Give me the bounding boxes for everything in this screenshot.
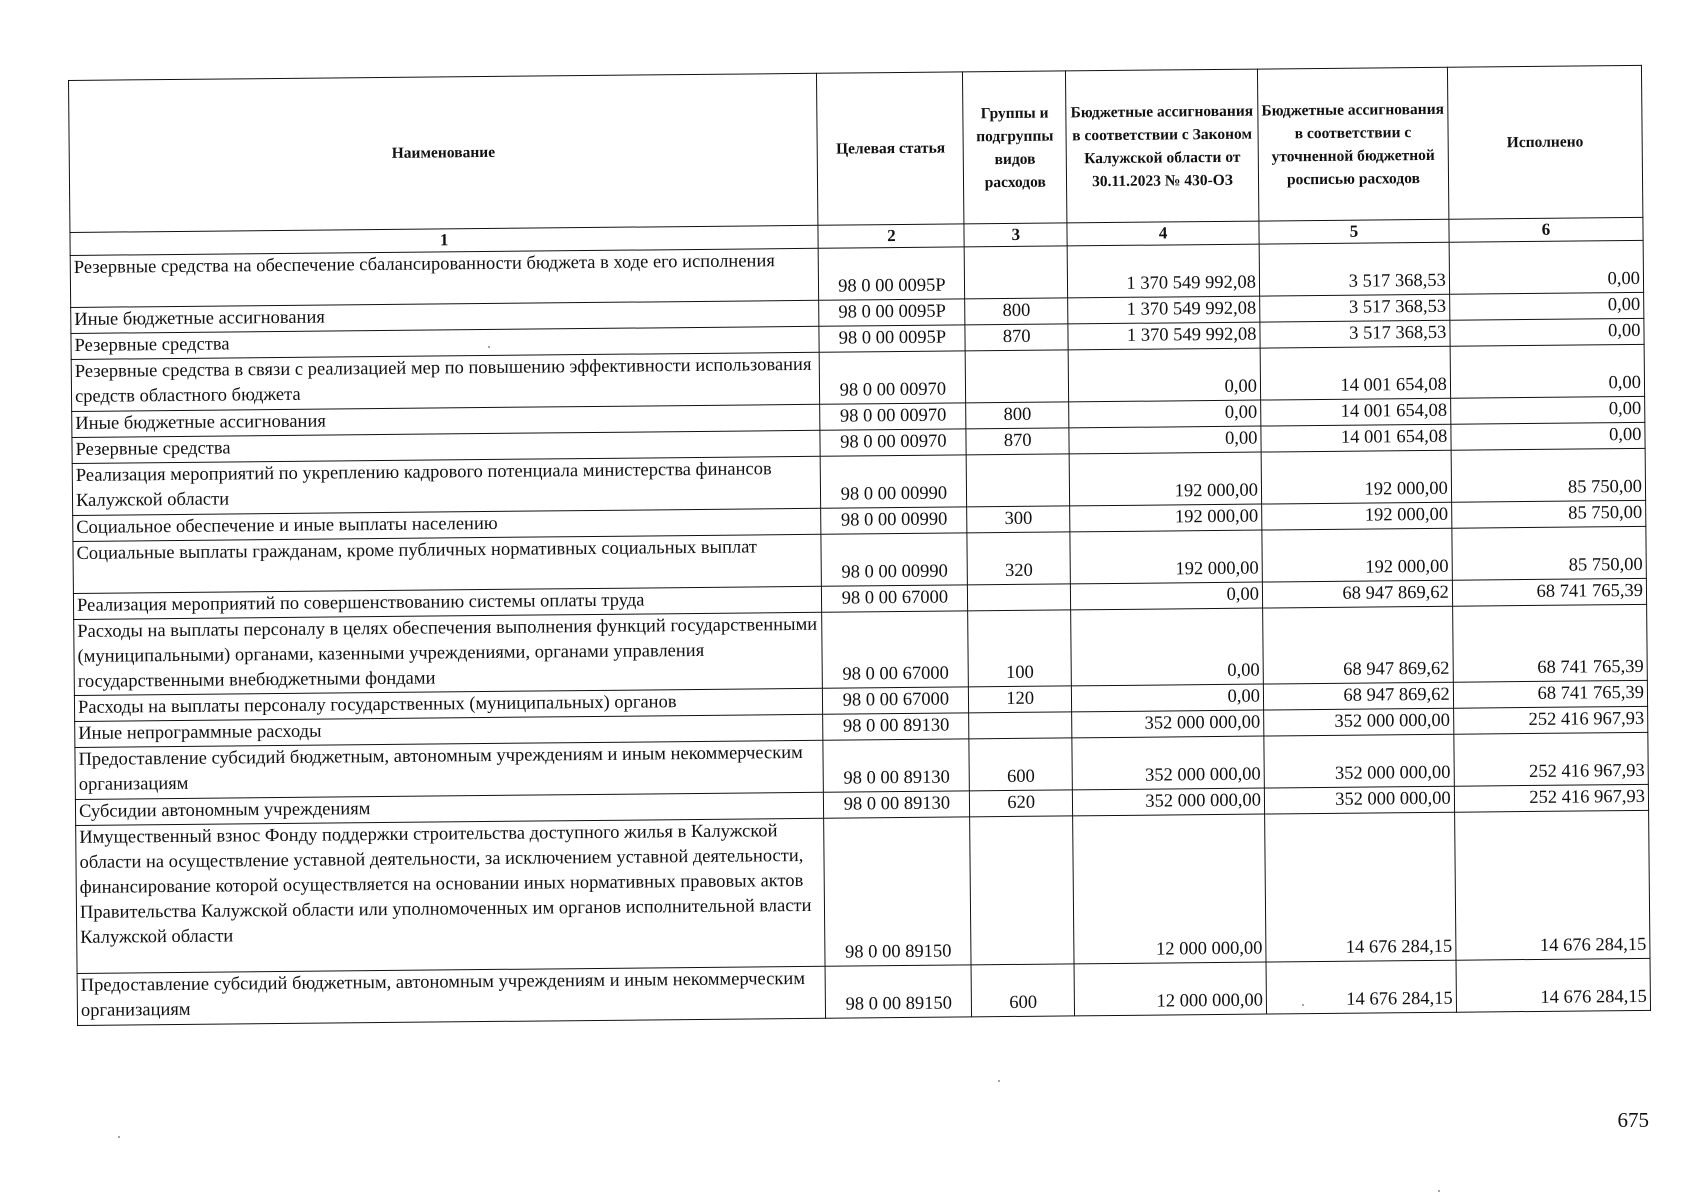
row-expense-group-cell: 870 [966,428,1069,455]
row-revised-allocation-cell: 3 517 368,53 [1260,320,1450,348]
row-target-article-cell: 98 0 00 00990 [821,533,968,586]
column-number: 6 [1449,217,1643,242]
row-target-article-cell: 98 0 00 67000 [822,585,968,612]
row-target-article-cell: 98 0 00 89150 [825,965,972,1018]
scan-speck [998,1080,1000,1082]
row-expense-group-cell: 600 [972,964,1075,1017]
header-target-article: Целевая статья [817,72,965,225]
row-revised-allocation-cell: 3 517 368,53 [1259,242,1449,296]
row-law-allocation-cell: 0,00 [1070,582,1262,610]
column-number: 1 [70,225,818,255]
row-name-cell: Предоставление субсидий бюджетным, автономным учреждениям и иным некоммерческим организациям [77,966,826,1025]
budget-table [68,65,1651,1026]
header-expense-groups: Группы и подгруппы видов расходов [963,71,1067,224]
row-revised-allocation-cell: 68 947 869,62 [1263,606,1454,684]
row-name-cell: Субсидии автономным учреждениям [75,792,824,825]
row-target-article-cell: 98 0 00 00970 [820,403,966,430]
row-executed-cell: 0,00 [1450,318,1644,346]
row-target-article-cell: 98 0 00 89150 [824,817,972,966]
row-name-cell: Расходы на выплаты персоналу в целях обеспечения выполнения функций государственными (муниципальными) органами, казенными учреждениями, органами управления государственными внебюджетными фондами [74,612,823,695]
row-target-article-cell: 98 0 00 00970 [820,429,966,456]
row-target-article-cell: 98 0 00 00970 [819,351,966,404]
page-number: 675 [1617,1108,1649,1132]
row-revised-allocation-cell: 192 000,00 [1261,450,1451,504]
row-executed-cell: 252 416 967,93 [1453,706,1647,734]
row-target-article-cell: 98 0 00 0095Р [819,325,965,352]
row-expense-group-cell [967,454,1070,507]
row-expense-group-cell [966,350,1069,403]
row-law-allocation-cell: 192 000,00 [1069,452,1261,506]
row-revised-allocation-cell: 352 000 000,00 [1264,708,1454,736]
row-law-allocation-cell: 1 370 549 992,08 [1068,322,1260,350]
row-name-cell: Имущественный взнос Фонду поддержки строительства доступного жилья в Калужской области на осуществление уставной деятельности, за исключением уставной деятельности, финансирование которой осуществляется на основании иных нормативных правовых актов Правительства Калужской области или уполномоченных им органов исполнительной власти Калужской области [76,818,826,973]
row-executed-cell: 0,00 [1450,396,1644,424]
row-law-allocation-cell: 0,00 [1068,348,1260,402]
row-law-allocation-cell: 192 000,00 [1070,504,1262,532]
header-row [69,65,1643,232]
row-expense-group-cell: 870 [965,324,1068,351]
row-revised-allocation-cell: 192 000,00 [1262,502,1452,530]
row-executed-cell: 68 741 765,39 [1452,578,1646,606]
header-name: Наименование [69,73,819,232]
row-revised-allocation-cell: 68 947 869,62 [1263,682,1453,710]
row-executed-cell: 0,00 [1449,240,1644,294]
row-expense-group-cell [965,246,1068,299]
row-law-allocation-cell: 192 000,00 [1070,530,1262,584]
row-law-allocation-cell: 1 370 549 992,08 [1067,244,1259,298]
row-name-cell: Иные бюджетные ассигнования [72,404,821,437]
row-name-cell: Иные бюджетные ассигнования [71,300,820,333]
row-name-cell: Резервные средства на обеспечение сбалансированности бюджета в ходе его исполнения [70,248,819,307]
row-target-article-cell: 98 0 00 0095Р [819,299,965,326]
row-target-article-cell: 98 0 00 00990 [821,507,967,534]
scan-speck [488,346,490,348]
row-expense-group-cell: 300 [967,506,1070,533]
row-name-cell: Реализация мероприятий по укреплению кадрового потенциала министерства финансов Калужской области [72,456,821,515]
row-executed-cell: 0,00 [1451,422,1645,450]
row-executed-cell: 14 676 284,15 [1454,810,1650,960]
row-name-cell: Резервные средства [71,326,820,359]
row-executed-cell: 0,00 [1449,292,1643,320]
row-name-cell: Реализация мероприятий по совершенствованию системы оплаты труда [73,586,822,619]
row-target-article-cell: 98 0 00 0095Р [818,247,965,300]
scan-speck [1438,1190,1440,1192]
column-number: 4 [1067,221,1259,246]
row-law-allocation-cell: 1 370 549 992,08 [1068,296,1260,324]
row-expense-group-cell [970,816,1074,965]
row-name-cell: Расходы на выплаты персоналу государственных (муниципальных) органов [74,688,823,721]
row-revised-allocation-cell: 68 947 869,62 [1262,580,1452,608]
row-revised-allocation-cell: 14 001 654,08 [1261,398,1451,426]
column-number: 3 [964,223,1067,247]
row-expense-group-cell: 100 [968,610,1071,687]
header-revised-allocations: Бюджетные ассигнования в соответствии с уточненной бюджетной росписью расходов [1257,67,1448,221]
row-expense-group-cell: 800 [965,298,1068,325]
row-revised-allocation-cell: 14 001 654,08 [1260,346,1450,400]
scan-speck [118,1136,120,1138]
row-target-article-cell: 98 0 00 00990 [820,455,967,508]
row-executed-cell: 85 750,00 [1451,500,1645,528]
row-revised-allocation-cell: 3 517 368,53 [1260,294,1450,322]
row-executed-cell: 0,00 [1450,344,1645,398]
row-revised-allocation-cell: 352 000 000,00 [1264,786,1454,814]
row-executed-cell: 68 741 765,39 [1452,604,1647,682]
budget-table-wrapper [68,65,1651,1026]
row-expense-group-cell: 800 [966,402,1069,429]
row-revised-allocation-cell: 14 001 654,08 [1261,424,1451,452]
row-name-cell: Социальные выплаты гражданам, кроме публичных нормативных социальных выплат [73,534,822,593]
row-law-allocation-cell: 352 000 000,00 [1072,710,1264,738]
row-executed-cell: 85 750,00 [1452,526,1647,580]
row-executed-cell: 14 676 284,15 [1456,958,1651,1012]
row-executed-cell: 68 741 765,39 [1453,680,1647,708]
row-expense-group-cell [968,584,1071,611]
row-law-allocation-cell: 0,00 [1071,608,1264,686]
row-law-allocation-cell: 0,00 [1069,426,1261,454]
row-executed-cell: 252 416 967,93 [1454,732,1649,786]
row-law-allocation-cell: 0,00 [1069,400,1261,428]
row-name-cell: Иные непрограммные расходы [75,714,824,747]
row-target-article-cell: 98 0 00 89130 [823,713,969,740]
row-revised-allocation-cell: 14 676 284,15 [1265,812,1456,962]
column-number: 5 [1259,219,1449,244]
row-target-article-cell: 98 0 00 89130 [824,791,970,818]
row-executed-cell: 252 416 967,93 [1454,784,1648,812]
row-target-article-cell: 98 0 00 67000 [822,611,969,688]
row-name-cell: Резервные средства в связи с реализацией мер по повышению эффективности использования средств областного бюджета [71,352,820,411]
row-target-article-cell: 98 0 00 67000 [823,687,969,714]
row-target-article-cell: 98 0 00 89130 [823,739,970,792]
row-expense-group-cell: 120 [969,686,1072,713]
row-expense-group-cell: 320 [967,532,1070,585]
row-name-cell: Резервные средства [72,430,821,463]
row-expense-group-cell: 600 [969,738,1072,791]
row-law-allocation-cell: 0,00 [1071,684,1263,712]
row-executed-cell: 85 750,00 [1451,448,1646,502]
column-number: 2 [818,224,964,248]
header-executed: Исполнено [1447,65,1643,219]
table-row [76,810,1650,973]
row-revised-allocation-cell: 352 000 000,00 [1264,734,1454,788]
row-name-cell: Социальное обеспечение и иные выплаты населению [73,508,822,541]
table-row [74,604,1648,695]
row-revised-allocation-cell: 14 676 284,15 [1266,960,1456,1014]
row-law-allocation-cell: 12 000 000,00 [1074,962,1266,1016]
row-law-allocation-cell: 12 000 000,00 [1073,814,1266,964]
row-expense-group-cell [969,712,1072,739]
row-law-allocation-cell: 352 000 000,00 [1072,736,1264,790]
row-revised-allocation-cell: 192 000,00 [1262,528,1452,582]
header-law-allocations: Бюджетные ассигнования в соответствии с Законом Калужской области от 30.11.2023 № 430-ОЗ [1065,69,1258,223]
row-name-cell: Предоставление субсидий бюджетным, автономным учреждениям и иным некоммерческим организациям [75,740,824,799]
row-law-allocation-cell: 352 000 000,00 [1072,788,1264,816]
scan-speck [1302,1004,1304,1006]
table-body [70,240,1650,1025]
row-expense-group-cell: 620 [970,790,1073,817]
